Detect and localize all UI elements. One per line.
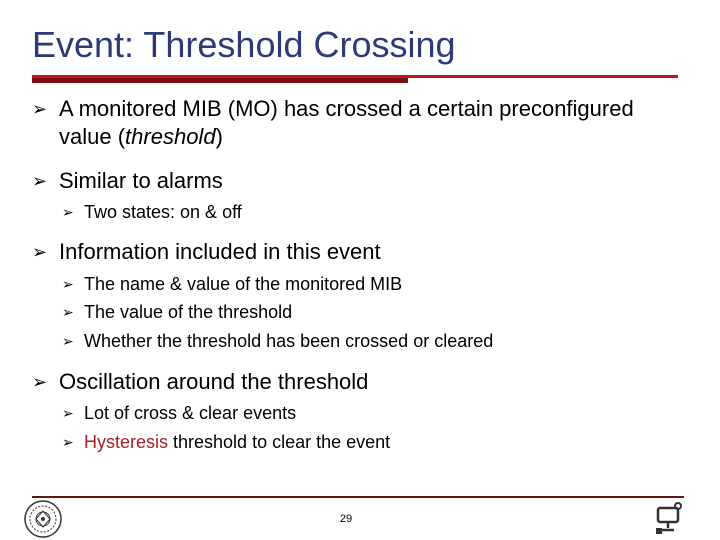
arrow-bullet-icon: ➢ [62, 304, 74, 320]
footer-rule [32, 496, 684, 498]
title-underline [32, 75, 678, 83]
bullet-monitored-mib [32, 95, 692, 151]
title-underline-dark [32, 78, 408, 83]
sub-bullet-text: The value of the threshold [84, 302, 293, 322]
bullet-text-emphasis: threshold [125, 124, 216, 149]
bullet-text: Information included in this event [59, 239, 381, 264]
sub-bullet-text: Two states: on & off [84, 202, 242, 222]
sub-bullet-cross-clear-events [62, 399, 682, 427]
sub-bullet-text [84, 428, 682, 456]
sub-bullet-name-value [62, 270, 682, 298]
arrow-bullet-icon: ➢ [32, 171, 48, 191]
arrow-bullet-icon: ➢ [32, 242, 48, 262]
hysteresis-highlight: Hysteresis [84, 432, 169, 452]
university-seal-icon [22, 498, 64, 540]
computer-network-icon [652, 500, 688, 536]
arrow-bullet-icon: ➢ [62, 405, 74, 421]
sub-bullet-text: The name & value of the monitored MIB [84, 274, 403, 294]
bullet-oscillation [32, 368, 692, 396]
sub-bullet-threshold-value [62, 298, 682, 326]
slide-title: Event: Threshold Crossing [32, 24, 456, 65]
bullet-text: Similar to alarms [59, 168, 223, 193]
bullet-text-line1: A monitored MIB (MO) has crossed a certain preconfigured [59, 96, 634, 121]
sub-bullet-text: Lot of cross & clear events [84, 403, 297, 423]
bullet-text: Oscillation around the threshold [59, 369, 369, 394]
arrow-bullet-icon: ➢ [62, 204, 74, 220]
sub-bullet-two-states [62, 198, 682, 226]
arrow-bullet-icon: ➢ [62, 276, 74, 292]
arrow-bullet-icon: ➢ [62, 434, 74, 450]
bullet-similar-alarms [32, 167, 692, 195]
bullet-text [59, 95, 692, 151]
arrow-bullet-icon: ➢ [32, 99, 48, 119]
arrow-bullet-icon: ➢ [32, 372, 48, 392]
sub-bullet-crossed-cleared [62, 327, 682, 355]
sub-bullet-text: Whether the threshold has been crossed or cleared [84, 331, 494, 351]
bullet-text-line2-pre: value ( [59, 124, 126, 149]
sub-bullet-text-rest: threshold to clear the event [168, 432, 391, 452]
page-number: 29 [339, 513, 353, 525]
arrow-bullet-icon: ➢ [62, 333, 74, 349]
bullet-information-included [32, 238, 692, 266]
sub-bullet-hysteresis [62, 428, 682, 456]
bullet-text-line2-post: ) [215, 124, 223, 149]
